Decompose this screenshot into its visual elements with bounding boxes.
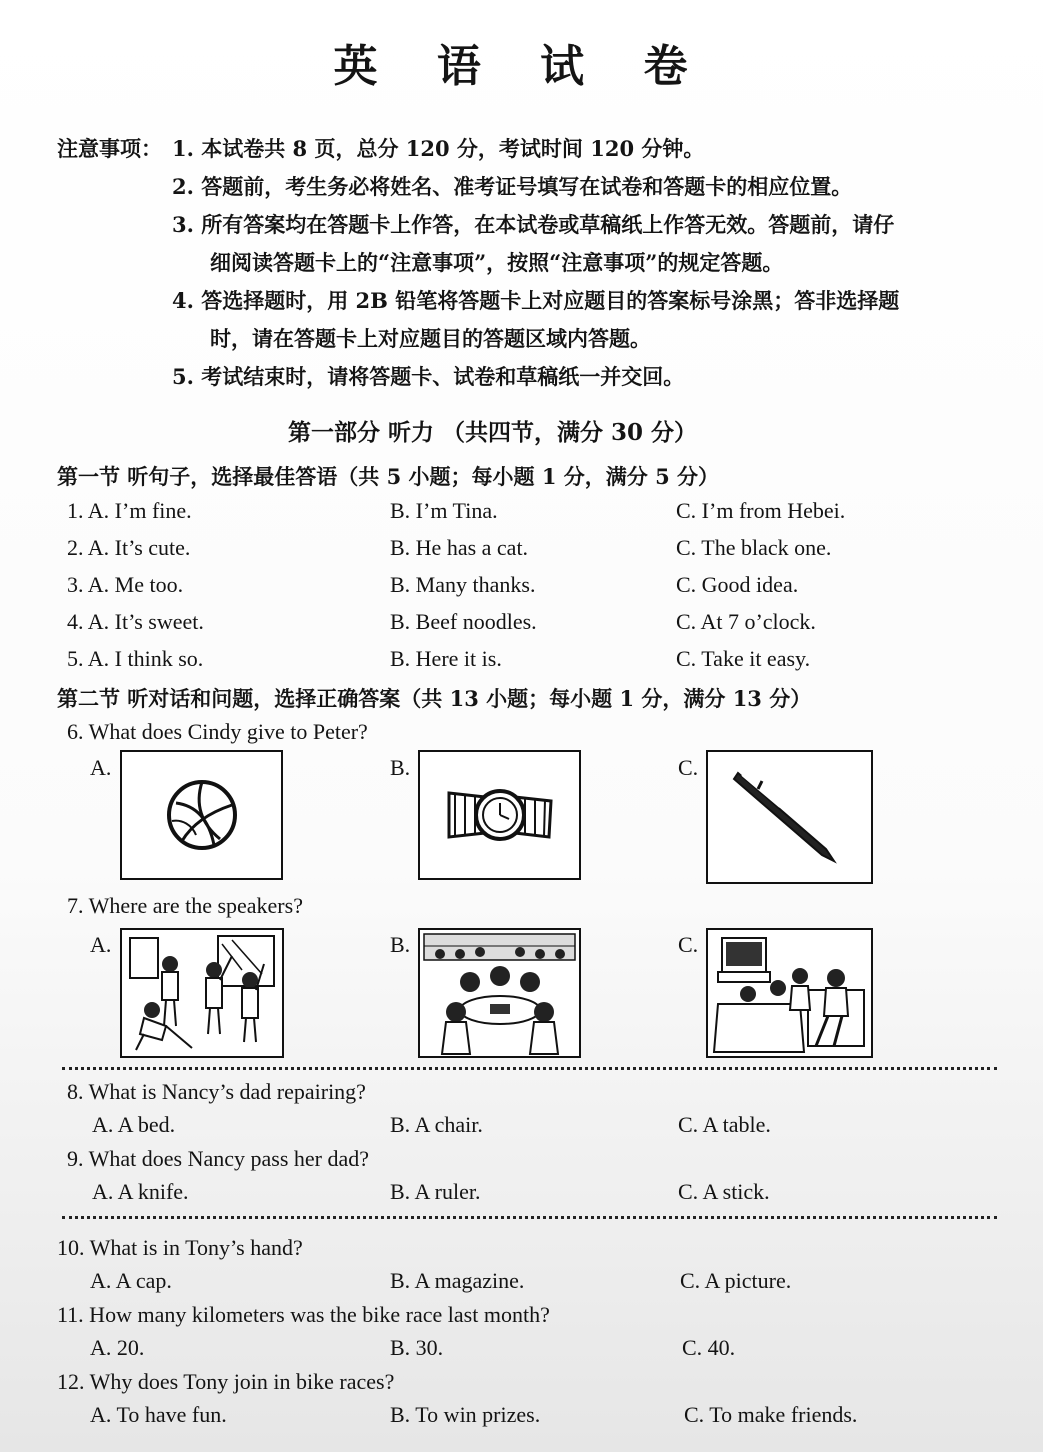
pen-icon xyxy=(730,767,850,867)
notice-item-4-cont: 时，请在答题卡上对应题目的答题区域内答题。 xyxy=(210,326,651,351)
q4-option-b[interactable]: B. Beef noodles. xyxy=(390,609,537,634)
q7-option-b-image[interactable] xyxy=(418,928,581,1058)
q3-option-a[interactable]: 3. A. Me too. xyxy=(67,572,184,597)
q4-option-a[interactable]: 4. A. It’s sweet. xyxy=(67,609,204,634)
q3-option-b[interactable]: B. Many thanks. xyxy=(390,572,536,597)
q6-option-b-image[interactable] xyxy=(418,750,581,880)
q12-option-a[interactable]: A. To have fun. xyxy=(90,1402,227,1427)
q7-label-b: B. xyxy=(390,932,411,957)
q7-option-a-image[interactable] xyxy=(120,928,284,1058)
q12-option-c[interactable]: C. To make friends. xyxy=(684,1402,858,1427)
q6-label-a: A. xyxy=(90,755,112,780)
q11-option-c[interactable]: C. 40. xyxy=(682,1335,736,1360)
watch-icon xyxy=(445,775,555,855)
q5-option-b[interactable]: B. Here it is. xyxy=(390,646,502,671)
q2-option-b[interactable]: B. He has a cat. xyxy=(390,535,529,560)
q1-option-c[interactable]: C. I’m from Hebei. xyxy=(676,498,846,523)
q7-option-c-image[interactable] xyxy=(706,928,873,1058)
q8-option-c[interactable]: C. A table. xyxy=(678,1112,771,1137)
q4-option-c[interactable]: C. At 7 o’clock. xyxy=(676,609,816,634)
q1-option-a[interactable]: 1. A. I’m fine. xyxy=(67,498,192,523)
page-title: 英 语 试 卷 xyxy=(333,41,710,92)
q11-option-a[interactable]: A. 20. xyxy=(90,1335,145,1360)
notice-item-2: 2. 答题前，考生务必将姓名、准考证号填写在试卷和答题卡的相应位置。 xyxy=(172,174,853,199)
classroom-cleaning-picture xyxy=(122,930,282,1056)
q1-option-b[interactable]: B. I’m Tina. xyxy=(390,498,498,523)
q6-option-c-image[interactable] xyxy=(706,750,873,884)
notice-item-3-cont: 细阅读答题卡上的“注意事项”，按照“注意事项”的规定答题。 xyxy=(210,250,784,275)
living-room-picture xyxy=(708,930,871,1056)
q5-option-c[interactable]: C. Take it easy. xyxy=(676,646,811,671)
notice-label: 注意事项： xyxy=(57,136,162,161)
q8-option-b[interactable]: B. A chair. xyxy=(390,1112,483,1137)
q6-label-b: B. xyxy=(390,755,411,780)
q2-option-c[interactable]: C. The black one. xyxy=(676,535,832,560)
divider-2 xyxy=(62,1216,997,1219)
section2-heading: 第二节 听对话和问题，选择正确答案（共 13 小题；每小题 1 分，满分 13 分） xyxy=(57,686,812,711)
q2-option-a[interactable]: 2. A. It’s cute. xyxy=(67,535,191,560)
q9-text: 9. What does Nancy pass her dad? xyxy=(67,1146,369,1171)
notice-item-4: 4. 答选择题时，用 2B 铅笔将答题卡上对应题目的答案标号涂黑；答非选择题 xyxy=(172,288,900,313)
q5-option-a[interactable]: 5. A. I think so. xyxy=(67,646,204,671)
q9-option-b[interactable]: B. A ruler. xyxy=(390,1179,481,1204)
q8-text: 8. What is Nancy’s dad repairing? xyxy=(67,1079,366,1104)
q6-option-a-image[interactable] xyxy=(120,750,283,880)
q7-text: 7. Where are the speakers? xyxy=(67,893,303,918)
dining-hall-picture xyxy=(420,930,579,1056)
q10-option-c[interactable]: C. A picture. xyxy=(680,1268,792,1293)
volleyball-icon xyxy=(162,775,242,855)
q9-option-a[interactable]: A. A knife. xyxy=(92,1179,189,1204)
q11-text: 11. How many kilometers was the bike race last month? xyxy=(57,1302,550,1327)
q12-text: 12. Why does Tony join in bike races? xyxy=(57,1369,395,1394)
q9-option-c[interactable]: C. A stick. xyxy=(678,1179,770,1204)
section1-heading: 第一节 听句子，选择最佳答语（共 5 小题；每小题 1 分，满分 5 分） xyxy=(57,464,720,489)
q10-option-b[interactable]: B. A magazine. xyxy=(390,1268,525,1293)
q6-text: 6. What does Cindy give to Peter? xyxy=(67,719,368,744)
notice-item-1: 1. 本试卷共 8 页，总分 120 分，考试时间 120 分钟。 xyxy=(172,136,705,161)
q7-label-a: A. xyxy=(90,932,112,957)
notice-item-5: 5. 考试结束时，请将答题卡、试卷和草稿纸一并交回。 xyxy=(172,364,685,389)
q6-label-c: C. xyxy=(678,755,699,780)
divider-1 xyxy=(62,1067,997,1070)
notice-item-3: 3. 所有答案均在答题卡上作答，在本试卷或草稿纸上作答无效。答题前，请仔 xyxy=(172,212,895,237)
q12-option-b[interactable]: B. To win prizes. xyxy=(390,1402,541,1427)
q10-text: 10. What is in Tony’s hand? xyxy=(57,1235,303,1260)
q7-label-c: C. xyxy=(678,932,699,957)
part1-heading: 第一部分 听力 （共四节，满分 30 分） xyxy=(288,419,698,446)
q10-option-a[interactable]: A. A cap. xyxy=(90,1268,172,1293)
q3-option-c[interactable]: C. Good idea. xyxy=(676,572,799,597)
q8-option-a[interactable]: A. A bed. xyxy=(92,1112,176,1137)
q11-option-b[interactable]: B. 30. xyxy=(390,1335,444,1360)
